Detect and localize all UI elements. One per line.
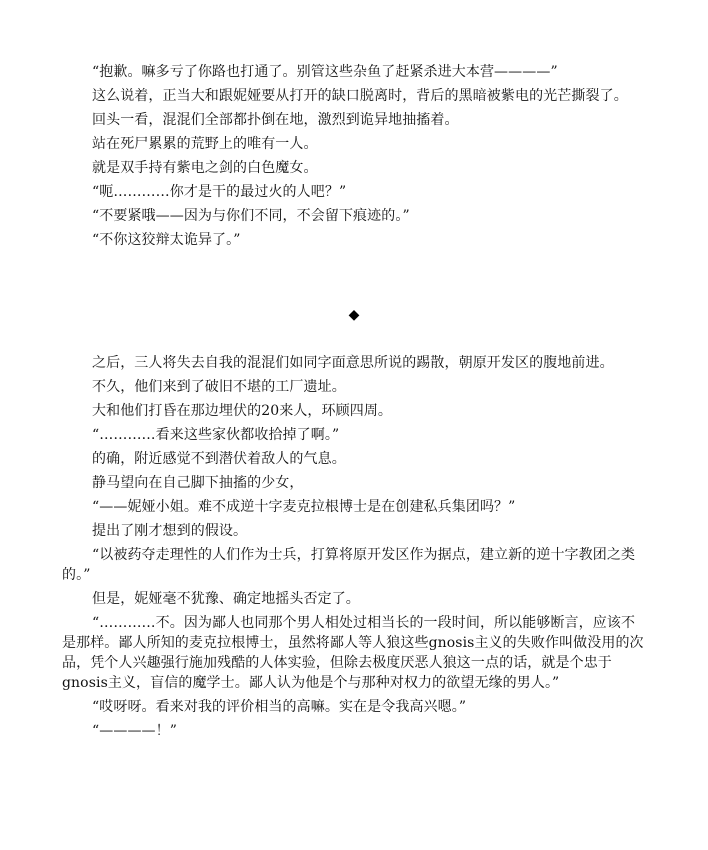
paragraph: 静马望向在自己脚下抽搐的少女， <box>92 475 304 491</box>
paragraph: “呃…………你才是干的最过火的人吧？” <box>92 184 347 200</box>
paragraph: 提出了刚才想到的假设。 <box>92 523 248 539</box>
paragraph: “不你这狡辩太诡异了。” <box>92 232 241 248</box>
paragraph: 站在死尸累累的荒野上的唯有一人。 <box>92 136 318 152</box>
text-section-2 <box>62 353 646 745</box>
paragraph: 不久，他们来到了破旧不堪的工厂遗址。 <box>92 379 346 395</box>
paragraph: 这么说着，正当大和跟妮娅要从打开的缺口脱离时，背后的黑暗被紫电的光芒撕裂了。 <box>92 88 628 104</box>
paragraph: 就是双手持有紫电之剑的白色魔女。 <box>92 160 318 176</box>
paragraph: “…………不。因为鄙人也同那个男人相处过相当长的一段时间，所以能够断言，应该不是那样。鄙人所知的麦克拉根博士，虽然将鄙人等人狼这些gnosis主义的失败作叫做没用的次品，凭个人兴趣强行施加残酷的人体实验，但除去极度厌恶人狼这一点的话，就是个忠于gnosis主义，盲信的魔学士。鄙人认为他是个与那种对权力的欲望无缘的男人。” <box>62 615 644 691</box>
paragraph: “————！” <box>92 723 178 739</box>
paragraph: “抱歉。嘛多亏了你路也打通了。别管这些杂鱼了赶紧杀进大本营————” <box>92 64 558 80</box>
text-section-1 <box>62 62 646 254</box>
paragraph: 之后，三人将失去自我的混混们如同字面意思所说的踢散，朝原开发区的腹地前进。 <box>92 355 614 371</box>
paragraph: “以被药夺走理性的人们作为士兵，打算将原开发区作为据点，建立新的逆十字教团之类的。” <box>62 547 636 583</box>
paragraph: “…………看来这些家伙都收拾掉了啊。” <box>92 427 340 443</box>
paragraph: “哎呀呀。看来对我的评价相当的高嘛。实在是令我高兴嗯。” <box>92 699 467 715</box>
paragraph: 回头一看，混混们全部都扑倒在地，激烈到诡异地抽搐着。 <box>92 112 459 128</box>
section-divider-diamond: ◆ <box>348 307 360 323</box>
paragraph: 但是，妮娅毫不犹豫、确定地摇头否定了。 <box>92 591 360 607</box>
paragraph: “不要紧哦——因为与你们不同，不会留下痕迹的。” <box>92 208 410 224</box>
paragraph: 的确，附近感觉不到潜伏着敌人的气息。 <box>92 451 346 467</box>
paragraph: 大和他们打昏在那边埋伏的20来人，环顾四周。 <box>92 403 393 419</box>
paragraph: “——妮娅小姐。难不成逆十字麦克拉根博士是在创建私兵集团吗？” <box>92 499 516 515</box>
